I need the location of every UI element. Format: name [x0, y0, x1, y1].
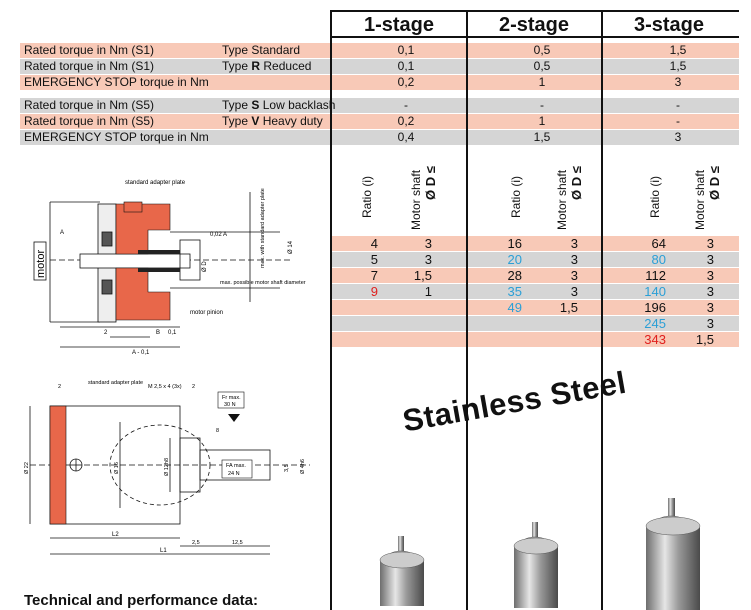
torque-row-text	[20, 130, 739, 145]
shaft-header-2a: Motor shaft	[555, 169, 569, 230]
label-phi16: Ø 16	[114, 462, 120, 474]
torque-row-label: Rated torque in Nm (S1)	[24, 59, 155, 73]
label-dim-25: 2,5	[192, 540, 200, 546]
shaft-diameter-value: 1,5	[413, 268, 432, 283]
type-name: Low backlash	[262, 98, 336, 112]
label-dim-01: 0,1	[168, 330, 177, 336]
torque-value-stage-3: 3	[674, 75, 682, 89]
torque-row-type	[222, 59, 311, 74]
shaft-diameter-value: 1,5	[559, 300, 578, 315]
ratio-value: 5	[370, 252, 378, 267]
ratio-header-2: Ratio (i)	[509, 175, 523, 218]
torque-value-stage-3: -	[676, 114, 680, 128]
ratio-value: 7	[370, 268, 378, 283]
shaft-header-1a: Motor shaft	[409, 169, 423, 230]
label-phi4: Ø 4h6	[300, 459, 306, 474]
ratio-value: 20	[507, 252, 522, 267]
shaft-diameter-value: 3	[706, 284, 714, 299]
shaft-diameter-value: 3	[570, 252, 578, 267]
type-code: V	[251, 114, 260, 128]
torque-row-type	[222, 98, 335, 113]
label-dim-8: 8	[216, 428, 220, 434]
torque-row-text	[20, 59, 739, 74]
shaft-diameter-value: 3	[424, 252, 432, 267]
torque-value-stage-2: 0,5	[533, 43, 551, 57]
label-dim-a: A - 0,1	[132, 350, 150, 356]
torque-row-label: Rated torque in Nm (S5)	[24, 98, 155, 112]
torque-value-stage-1: 0,1	[397, 59, 415, 73]
label-dim-2a: 2	[58, 384, 62, 390]
torque-value-stage-2: 1	[538, 114, 546, 128]
torque-row-text	[20, 98, 739, 113]
shaft-diameter-value: 3	[706, 236, 714, 251]
label-phi14: Ø 14	[288, 240, 294, 254]
ratio-value: 49	[507, 300, 522, 315]
shaft-diameter-value: 3	[706, 300, 714, 315]
label-l2: L2	[112, 532, 119, 538]
type-name: Heavy duty	[262, 114, 323, 128]
shaft-diameter-value: 3	[706, 252, 714, 267]
type-prefix: Type	[222, 98, 249, 112]
label2-standard-adapter-plate: standard adapter plate	[88, 380, 144, 386]
label-mark-a: A	[60, 230, 65, 236]
ratio-value: 343	[644, 332, 666, 347]
type-name: Reduced	[263, 59, 312, 73]
gearbox-photo-2-stage	[506, 518, 566, 610]
label-thread: M 2,5 x 4 (3x)	[148, 384, 182, 390]
table-top-rule	[331, 10, 739, 12]
torque-value-stage-3: 3	[674, 130, 682, 144]
label-fr-max: Fr max.	[222, 395, 241, 401]
shaft-header-3a: Motor shaft	[693, 169, 707, 230]
ratio-value: 64	[651, 236, 666, 251]
label-l1: L1	[160, 548, 167, 554]
gearbox-photo-3-stage	[638, 496, 708, 610]
ratio-value: 4	[370, 236, 378, 251]
label-max-possible: max. possible motor shaft diameter	[220, 280, 306, 286]
torque-value-stage-3: 1,5	[669, 59, 687, 73]
stage-header-3: 3-stage	[633, 14, 705, 36]
torque-row-text	[20, 43, 739, 58]
torque-row-text	[20, 114, 739, 129]
stage-header-1: 1-stage	[363, 14, 435, 36]
label-standard-adapter-plate: standard adapter plate	[125, 180, 186, 186]
type-name: Standard	[251, 43, 301, 57]
label-dim-2: 2	[104, 330, 108, 336]
label-phiD: Ø D	[202, 261, 208, 272]
ratio-header-1: Ratio (i)	[360, 175, 374, 218]
type-code: R	[251, 59, 261, 73]
torque-value-stage-3: -	[676, 98, 680, 112]
ratio-value: 35	[507, 284, 522, 299]
shaft-diameter-value: 3	[570, 284, 578, 299]
label-phi22: Ø 22	[24, 462, 30, 474]
shaft-diameter-value: 3	[706, 316, 714, 331]
type-prefix: Type	[222, 114, 249, 128]
torque-value-stage-1: 0,1	[397, 43, 415, 57]
label-tolerance: 0,02 A	[210, 232, 228, 238]
shaft-diameter-value: 1,5	[695, 332, 714, 347]
stainless-steel-label: Stainless Steel	[400, 364, 629, 439]
torque-row-type	[222, 114, 323, 129]
ratio-value: 112	[645, 268, 666, 283]
technical-data-heading: Technical and performance data:	[24, 592, 258, 609]
torque-row-type	[222, 43, 300, 58]
shaft-header-3b: Ø D ≤	[707, 166, 722, 200]
torque-row-label: EMERGENCY STOP torque in Nm	[24, 75, 209, 89]
torque-row-label: Rated torque in Nm (S1)	[24, 43, 155, 57]
ratio-value: 16	[507, 236, 522, 251]
torque-value-stage-1: 0,2	[397, 75, 415, 89]
label-dim-b: B	[156, 330, 161, 336]
ratio-value: 28	[507, 268, 522, 283]
shaft-diameter-value: 1	[424, 284, 432, 299]
label-motor-pinion: motor pinion	[190, 310, 224, 316]
shaft-diameter-value: 3	[570, 236, 578, 251]
ratio-header-3: Ratio (i)	[648, 175, 662, 218]
label-fa-max: FA max.	[226, 463, 246, 469]
label-phi12: Ø 12h8	[164, 457, 170, 476]
torque-value-stage-1: 0,2	[397, 114, 415, 128]
shaft-diameter-value: 3	[706, 268, 714, 283]
type-prefix: Type	[222, 43, 249, 57]
ratio-value: 80	[651, 252, 666, 267]
label-dim-2b: 2	[192, 384, 196, 390]
shaft-diameter-value: 3	[424, 236, 432, 251]
ratio-value: 140	[644, 284, 666, 299]
stage-header-2: 2-stage	[498, 14, 570, 36]
ratio-value: 9	[370, 284, 378, 299]
torque-value-stage-1: 0,4	[397, 130, 415, 144]
torque-value-stage-2: 0,5	[533, 59, 551, 73]
torque-row-label: EMERGENCY STOP torque in Nm	[24, 130, 209, 144]
shaft-header-1b: Ø D ≤	[423, 166, 438, 200]
type-prefix: Type	[222, 59, 249, 73]
outline-drawing	[20, 378, 320, 563]
label-max-standard: max. with standard adapter plate	[260, 188, 266, 268]
torque-value-stage-2: 1,5	[533, 130, 551, 144]
type-code: S	[251, 98, 260, 112]
label-fr-val: 30 N	[224, 402, 236, 408]
torque-value-stage-2: -	[540, 98, 544, 112]
label-dim-125: 12,5	[232, 540, 243, 546]
shaft-header-2b: Ø D ≤	[569, 166, 584, 200]
ratio-value: 245	[644, 316, 666, 331]
label-dim-35: 3,5	[284, 464, 290, 472]
cross-section-drawing	[20, 172, 320, 362]
ratio-value: 196	[644, 300, 666, 315]
label-fa-val: 24 N	[228, 471, 240, 477]
gearbox-photo-1-stage	[372, 532, 432, 610]
shaft-diameter-value: 3	[570, 268, 578, 283]
torque-row-text	[20, 75, 739, 90]
label-motor: motor	[35, 249, 47, 278]
torque-value-stage-2: 1	[538, 75, 546, 89]
torque-value-stage-1: -	[404, 98, 408, 112]
torque-value-stage-3: 1,5	[669, 43, 687, 57]
torque-row-label: Rated torque in Nm (S5)	[24, 114, 155, 128]
